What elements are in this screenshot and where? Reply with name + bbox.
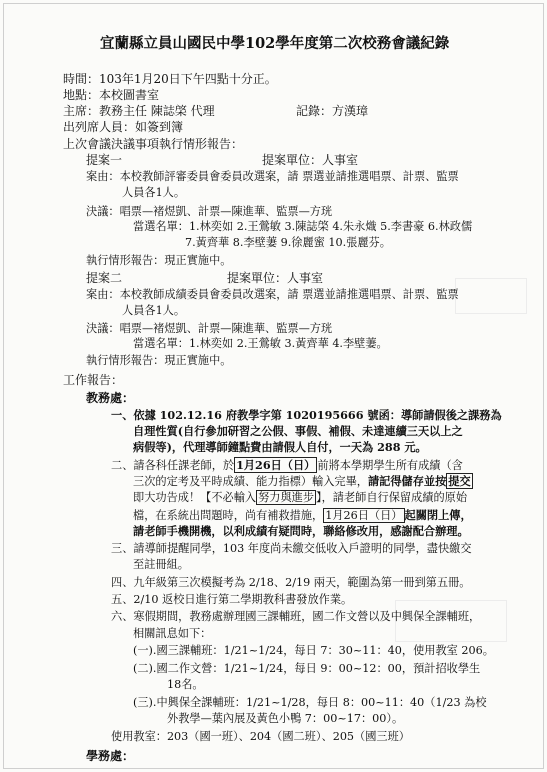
proposal-1-elected: 當選名單：1.林奕如 2.王鶯敏 3.陳誌棨 4.朱永熾 5.李書豪 6.林政儒 [133,220,473,233]
item-1-line-2: 自理性質(自行參加研習之公假、事假、補假、未達連續三天以上之 [133,424,463,438]
deadline-date-box: 1月26日（日） [236,458,316,472]
item-1-line-3: 病假等)，代理導師鐘點費由請假人自付，一天為 288 元。 [133,440,427,454]
item-6-line-1: 六、寒假期間，教務處辦理國三課輔班，國二作文營以及中興保全課輔班， [111,610,481,623]
item-2-line-4 [133,508,472,523]
proposal-1-label: 提案一 [86,153,123,167]
proposal-1-elected-cont: 7.黃齊華 8.李壁萋 9.徐麗蜜 10.張麗芬。 [185,236,391,249]
submit-keyword-box: 提交 [448,474,471,488]
show-through-mark [455,278,527,314]
proposal-2-case-cont: 人員各1人。 [122,304,186,317]
academic-office-heading: 教務處： [86,391,135,405]
work-report-heading: 工作報告： [63,373,124,387]
proposal-1-case-cont: 人員各1人。 [122,186,186,199]
proposal-2-case: 案由：本校教師成績委員會委員改選案，請 票選並請推選唱票、計票、監票 [86,288,459,301]
item-2-line-2-pre: 三次的定考及平時成績、能力指標）輸入完畢， [133,475,368,488]
item-2-line-4-pre: 檔，在系統出問題時，尚有補救措施， [133,509,324,522]
proposal-1-execution: 執行情形報告：現正實施中。 [86,254,232,267]
meeting-time: 時間：103年1月20日下午四點十分正。 [63,72,277,86]
meeting-chair: 主席：教務主任 陳誌棨 代理 [63,104,215,118]
proposal-2-label: 提案二 [86,271,123,285]
item-2-line-1-post: 前將本學期學生所有成績（含 [317,459,463,472]
classrooms-used: 使用教室：203（國一班）、204（國二班）、205（國三班） [111,730,410,743]
meeting-recorder: 記錄：方漢璋 [296,104,369,118]
sub-item-3-line-2: 外教學—葉內展及黃色小鴨 7：00~17：00）。 [167,712,404,725]
close-date-box: 1月26日（日） [325,509,403,522]
item-2-line-3-post: 】，請老師自行保留成績的原始 [316,491,468,504]
proposal-2-unit: 提案單位：人事室 [227,271,324,285]
item-3-line-1: 三、請導師提醒同學，103 年度尚未繳交低收入戶證明的同學，盡快繳交 [111,542,472,555]
item-3-line-2: 至註冊組。 [133,558,189,571]
proposal-2-resolution: 決議：唱票—褚煜凱、計票—陳進華、監票—方珖 [86,322,333,335]
item-2-line-5: 請老師手機開機，以利成績有疑問時，聯絡修改用，感謝配合辦理。 [133,524,469,538]
item-2-line-1-pre: 二、請各科任課老師，於 [111,459,235,472]
proposal-2-elected: 當選名單：1.林奕如 2.王鶯敏 3.黃齊華 4.李壁萋。 [133,337,388,350]
item-4: 四、九年級第三次模擬考為 2/18、2/19 兩天，範圍為第一冊到第五冊。 [111,576,471,589]
item-2-line-3 [133,491,467,505]
item-6-line-2: 相關訊息如下： [133,627,212,640]
item-2-line-2-bold: 請記得儲存並按 [367,474,447,488]
previous-resolutions-heading: 上次會議決議事項執行情形報告： [63,137,244,151]
item-2-line-4-post: 起關閉上傳， [404,508,472,522]
item-5: 五、2/10 返校日進行第二學期教科書發放作業。 [111,593,353,606]
effort-progress-box: 努力與進步 [258,491,315,504]
sub-item-3-line-1: (三).中興保全課輔班：1/21~1/28，每日 8：00~11：40（1/23 為校 [133,696,487,709]
item-2-line-3-pre: 即大功告成！【不必輸入 [133,491,257,504]
item-2-line-1 [111,458,463,473]
meeting-place: 地點：本校圖書室 [63,88,160,102]
proposal-2-execution: 執行情形報告：現正實施中。 [86,354,232,367]
student-affairs-heading: 學務處： [86,749,135,763]
proposal-1-unit: 提案單位：人事室 [262,153,359,167]
proposal-1-resolution: 決議：唱票—褚煜凱、計票—陳進華、監票—方珖 [86,205,333,218]
document-title: 宜蘭縣立員山國民中學102學年度第二次校務會議紀錄 [100,35,450,52]
proposal-1-case: 案由：本校教師評審委員會委員改選案，請 票選並請推選唱票、計票、監票 [86,170,459,183]
sub-item-2-line-2: 18名。 [167,678,204,691]
sub-item-2-line-1: (二).國二作文營：1/21~1/24，每日 9：00~12：00，預計招收學生 [133,662,481,675]
item-2-line-2 [133,474,473,489]
sub-item-1: (一).國三課輔班：1/21~1/24，每日 7：30~11：40，使用教室 206。 [133,644,494,657]
item-1-line-1: 一、依據 102.12.16 府教學字第 1020195666 號函：導師請假後之課務為 [111,408,502,422]
meeting-attendees: 出列席人員：如簽到簿 [63,120,184,134]
